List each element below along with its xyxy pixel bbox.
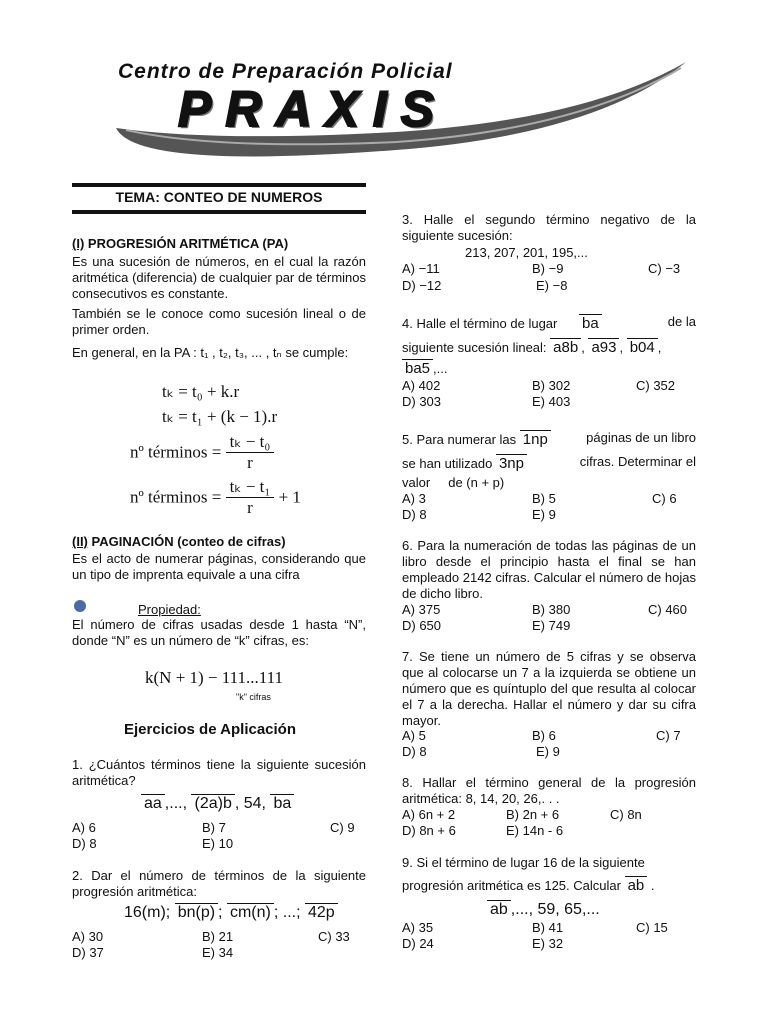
- question-9-text: progresión aritmética es 125. Calcular: [402, 878, 621, 893]
- formula-num-terms-2: [130, 477, 301, 518]
- overline-term: a8b: [550, 338, 581, 357]
- question-3: 3. Halle el segundo término negativo de la siguiente sucesión:: [402, 212, 696, 243]
- q1-option-d[interactable]: D) 8: [72, 836, 97, 851]
- expr-sep: ;: [165, 904, 171, 921]
- q9-option-e[interactable]: E) 32: [532, 936, 564, 951]
- q7-option-d[interactable]: D) 8: [402, 744, 427, 759]
- q1-option-a[interactable]: A) 6: [72, 820, 96, 835]
- question-7: 7. Se tiene un número de 5 cifras y se observa que al colocarse un 7 a la izquierda se obtiene un número que es quíntuplo del que resulta al colocar el 7 a la derecha. Hallar el número y dar su cifra mayor.: [402, 649, 696, 728]
- q9-option-d[interactable]: D) 24: [402, 936, 434, 951]
- formula-cifras: k(N + 1) − 111...111: [145, 668, 284, 687]
- overline-term: 3np: [496, 454, 527, 473]
- propiedad-label: Propiedad:: [138, 602, 201, 617]
- overline-term: ba: [270, 794, 294, 813]
- question-5-text-b: páginas de un libro: [586, 430, 696, 445]
- section-1-paragraph-2: También se le conoce como sucesión lineal o de primer orden.: [72, 306, 366, 337]
- q2-option-d[interactable]: D) 37: [72, 945, 104, 960]
- question-4-text-b: de la: [667, 314, 696, 329]
- q8-option-b[interactable]: B) 2n + 6: [506, 807, 560, 822]
- q4-option-b[interactable]: B) 302: [532, 378, 571, 393]
- q3-option-c[interactable]: C) −3: [648, 261, 681, 276]
- q5-option-e[interactable]: E) 9: [532, 507, 556, 522]
- expr-sep: ;: [218, 904, 223, 921]
- tema-title: TEMA: CONTEO DE NUMEROS: [115, 189, 323, 205]
- question-5-line-2: [402, 454, 696, 473]
- question-9-line-2: progresión aritmética es 125. Calcular ab .: [402, 877, 655, 894]
- q5-option-b[interactable]: B) 5: [532, 491, 556, 506]
- q7-option-c[interactable]: C) 7: [656, 728, 681, 743]
- section-2-number: (II): [72, 534, 88, 549]
- formula-cifras-note: "k" cifras: [236, 692, 271, 702]
- q5-option-d[interactable]: D) 8: [402, 507, 427, 522]
- section-1-paragraph-1: Es una sucesión de números, en el cual la razón aritmética (diferencia) de cualquier par de términos consecutivos es constante.: [72, 254, 366, 301]
- q5-option-a[interactable]: A) 3: [402, 491, 426, 506]
- q9-option-a[interactable]: A) 35: [402, 920, 434, 935]
- logo-title: PRAXIS: [178, 81, 449, 137]
- formula-num-terms-1: [130, 432, 274, 473]
- section-1-title: PROGRESIÓN ARITMÉTICA (PA): [84, 236, 289, 251]
- question-5-line-1: [402, 430, 696, 449]
- q4-option-a[interactable]: A) 402: [402, 378, 441, 393]
- q7-option-b[interactable]: B) 6: [532, 728, 556, 743]
- overline-term: 1np: [520, 430, 551, 449]
- formula-tk-t0: tₖ = t₀ + k.r: [162, 382, 240, 401]
- overline-term: ab: [487, 900, 511, 919]
- expr-sep: ,...,: [164, 795, 188, 812]
- formula-label: nº términos =: [130, 487, 222, 507]
- q6-option-b[interactable]: B) 380: [532, 602, 571, 617]
- fraction-numerator: tₖ − t₁: [226, 477, 275, 498]
- q2-option-e[interactable]: E) 34: [202, 945, 234, 960]
- question-4-line-3: ba5 ,...: [402, 359, 447, 378]
- section-2-title: PAGINACIÓN (conteo de cifras): [87, 534, 286, 549]
- q8-option-a[interactable]: A) 6n + 2: [402, 807, 456, 822]
- expr-sep: ;: [273, 904, 279, 921]
- question-2: 2. Dar el número de términos de la siguiente progresión aritmética:: [72, 868, 366, 899]
- q3-option-a[interactable]: A) −11: [402, 261, 440, 276]
- q6-option-e[interactable]: E) 749: [532, 618, 571, 633]
- question-4-text-c: siguiente sucesión lineal:: [402, 340, 547, 355]
- q9-option-c[interactable]: C) 15: [636, 920, 668, 935]
- overline-term: b04: [627, 338, 658, 357]
- section-1-paragraph-3: En general, en la PA : t₁ , t₂, t₃, ... , tₙ se cumple:: [72, 345, 349, 360]
- overline-term: ab: [625, 876, 648, 895]
- bullet-icon: [74, 600, 86, 612]
- question-5-text-c: se han utilizado: [402, 456, 493, 471]
- fraction-denominator: r: [247, 453, 253, 472]
- q3-option-d[interactable]: D) −12: [402, 278, 442, 293]
- q5-option-c[interactable]: C) 6: [652, 491, 677, 506]
- overline-term: bn(p): [175, 903, 218, 922]
- overline-term: a93: [588, 338, 619, 357]
- q8-option-d[interactable]: D) 8n + 6: [402, 823, 456, 838]
- question-5-text: 5. Para numerar las: [402, 432, 517, 447]
- q4-option-c[interactable]: C) 352: [636, 378, 676, 393]
- question-5-text-d: cifras. Determinar el: [579, 454, 696, 469]
- q4-option-e[interactable]: E) 403: [532, 394, 571, 409]
- q8-option-c[interactable]: C) 8n: [610, 807, 642, 822]
- q1-option-c[interactable]: C) 9: [330, 820, 355, 835]
- overline-term: aa: [141, 794, 165, 813]
- q1-option-b[interactable]: B) 7: [202, 820, 226, 835]
- tema-bar-bottom: [72, 210, 366, 214]
- expr-rest: ,..., 59, 65,...: [510, 901, 600, 918]
- question-3-sequence: 213, 207, 201, 195,...: [465, 245, 588, 260]
- question-1: 1. ¿Cuántos términos tiene la siguiente sucesión aritmética?: [72, 757, 366, 788]
- q3-option-b[interactable]: B) −9: [532, 261, 564, 276]
- q7-option-a[interactable]: A) 5: [402, 728, 426, 743]
- expr-sep: , 54,: [234, 795, 266, 812]
- logo-subtitle: Centro de Preparación Policial: [118, 60, 453, 83]
- section-2-paragraph-1: Es el acto de numerar páginas, considerando que un tipo de imprenta equivale a una cifra: [72, 551, 366, 582]
- q4-option-d[interactable]: D) 303: [402, 394, 442, 409]
- tema-bar-top: [72, 183, 366, 187]
- section-2-heading: [72, 534, 286, 550]
- overline-term: ba: [579, 314, 602, 333]
- formula-tail: + 1: [278, 487, 301, 507]
- question-4-line-1: [402, 314, 696, 333]
- expr-dots: ...;: [282, 904, 301, 921]
- q6-option-a[interactable]: A) 375: [402, 602, 441, 617]
- section-1-heading: [72, 236, 288, 252]
- overline-term: (2a)b: [191, 794, 234, 813]
- q6-option-c[interactable]: C) 460: [648, 602, 688, 617]
- overline-term: cm(n): [227, 903, 274, 922]
- question-1-expression: [141, 794, 294, 813]
- q1-option-e[interactable]: E) 10: [202, 836, 234, 851]
- q7-option-e[interactable]: E) 9: [536, 744, 560, 759]
- section-2-paragraph-2: El número de cifras usadas desde 1 hasta “N”, donde “N” es un número de “k” cifras, es:: [72, 617, 366, 648]
- section-1-number: (I): [72, 236, 85, 251]
- fraction: [226, 477, 275, 518]
- overline-term: 42p: [305, 903, 338, 922]
- fraction-denominator: r: [247, 498, 253, 517]
- q9-option-b[interactable]: B) 41: [532, 920, 564, 935]
- overline-term: ba5: [402, 359, 433, 378]
- question-9-expression: [487, 900, 600, 919]
- question-5-line-3: valor de (n + p): [402, 475, 505, 490]
- expr-term: 16(m): [124, 904, 166, 921]
- q6-option-d[interactable]: D) 650: [402, 618, 442, 633]
- q8-option-e[interactable]: E) 14n - 6: [506, 823, 564, 838]
- q2-option-b[interactable]: B) 21: [202, 929, 234, 944]
- formula-tk-t1: tₖ = t₁ + (k − 1).r: [162, 407, 278, 426]
- question-4-text: 4. Halle el término de lugar: [402, 316, 558, 331]
- question-4-line-2: siguiente sucesión lineal: a8b , a93 , b04 ,: [402, 339, 662, 356]
- q2-option-a[interactable]: A) 30: [72, 929, 104, 944]
- q2-option-c[interactable]: C) 33: [318, 929, 350, 944]
- ejercicios-heading: Ejercicios de Aplicación: [124, 721, 297, 738]
- q3-option-e[interactable]: E) −8: [536, 278, 568, 293]
- question-6: 6. Para la numeración de todas las páginas de un libro desde el principio hasta el final se han empleado 2142 cifras. Calcular el número de hojas de dicho libro.: [402, 538, 696, 601]
- question-9-line-1: 9. Si el término de lugar 16 de la siguiente: [402, 855, 645, 870]
- fraction-numerator: tₖ − t₀: [226, 432, 275, 453]
- formula-label: nº términos =: [130, 442, 222, 462]
- fraction: [226, 432, 275, 473]
- question-8: 8. Hallar el término general de la progresión aritmética: 8, 14, 20, 26,. . .: [402, 775, 696, 806]
- question-2-expression: [124, 903, 338, 922]
